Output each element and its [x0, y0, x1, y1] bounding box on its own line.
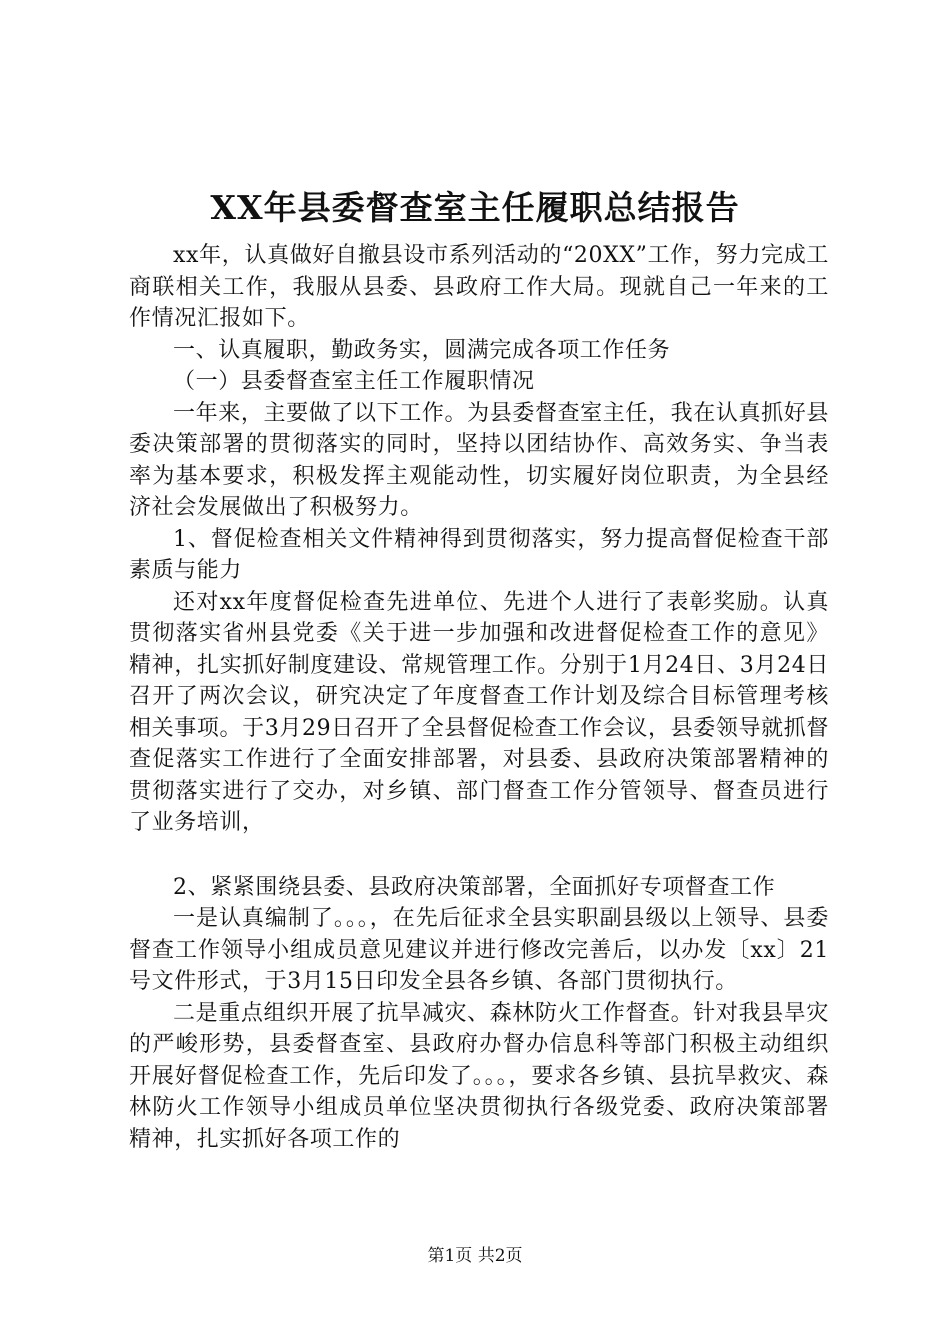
page-footer: 第1页 共2页	[427, 1246, 523, 1266]
heading-subsection-1: （一）县委督查室主任工作履职情况	[173, 369, 535, 394]
heading-item-2: 2、紧紧围绕县委、县政府决策部署，全面抓好专项督查工作	[173, 874, 776, 900]
paragraph-item-2-second: 二是重点组织开展了抗旱减灾、森林防火工作督查。针对我县旱灾的严峻形势，县委督查室、县政府办督办信息科等部门积极主动组织开展好督促检查工作，先后印发了。。。，要求各乡镇、县抗旱救灾、森林防火工作领导小组成员单位坚决贯彻执行各级党委、政府决策部署精神，扎实抓好各项工作的	[129, 1000, 829, 1152]
paragraph-summary: 一年来，主要做了以下工作。为县委督查室主任，我在认真抓好县委决策部署的贯彻落实的同时，坚持以团结协作、高效务实、争当表率为基本要求，积极发挥主观能动性，切实履好岗位职责，为全县经济社会发展做出了积极努力。	[129, 400, 829, 520]
paragraph-intro: xx年，认真做好自撤县设市系列活动的“20XX”工作，努力完成工商联相关工作，我服从县委、县政府工作大局。现就自己一年来的工作情况汇报如下。	[129, 243, 829, 331]
paragraph-item-1-detail: 还对xx年度督促检查先进单位、先进个人进行了表彰奖励。认真贯彻落实省州县党委《关于进一步加强和改进督促检查工作的意见》精神，扎实抓好制度建设、常规管理工作。分别于1月24日、3月24日召开了两次会议，研究决定了年度督查工作计划及综合目标管理考核相关事项。于3月29日召开了全县督促检查工作会议，县委领导就抓督查促落实工作进行了全面安排部署，对县委、县政府决策部署精神的贯彻落实进行了交办，对乡镇、部门督查工作分管领导、督查员进行了业务培训，	[129, 589, 829, 835]
paragraph-item-2-first: 一是认真编制了。。。，在先后征求全县实职副县级以上领导、县委督查工作领导小组成员意见建议并进行修改完善后，以办发〔xx〕21号文件形式，于3月15日印发全县各乡镇、各部门贯彻执行。	[129, 906, 829, 994]
heading-item-1: 1、督促检查相关文件精神得到贯彻落实，努力提高督促检查干部素质与能力	[129, 526, 829, 583]
document-title: XX年县委督查室主任履职总结报告	[210, 188, 740, 227]
heading-section-1: 一、认真履职，勤政务实，圆满完成各项工作任务	[173, 337, 671, 363]
document-body	[129, 240, 829, 1155]
